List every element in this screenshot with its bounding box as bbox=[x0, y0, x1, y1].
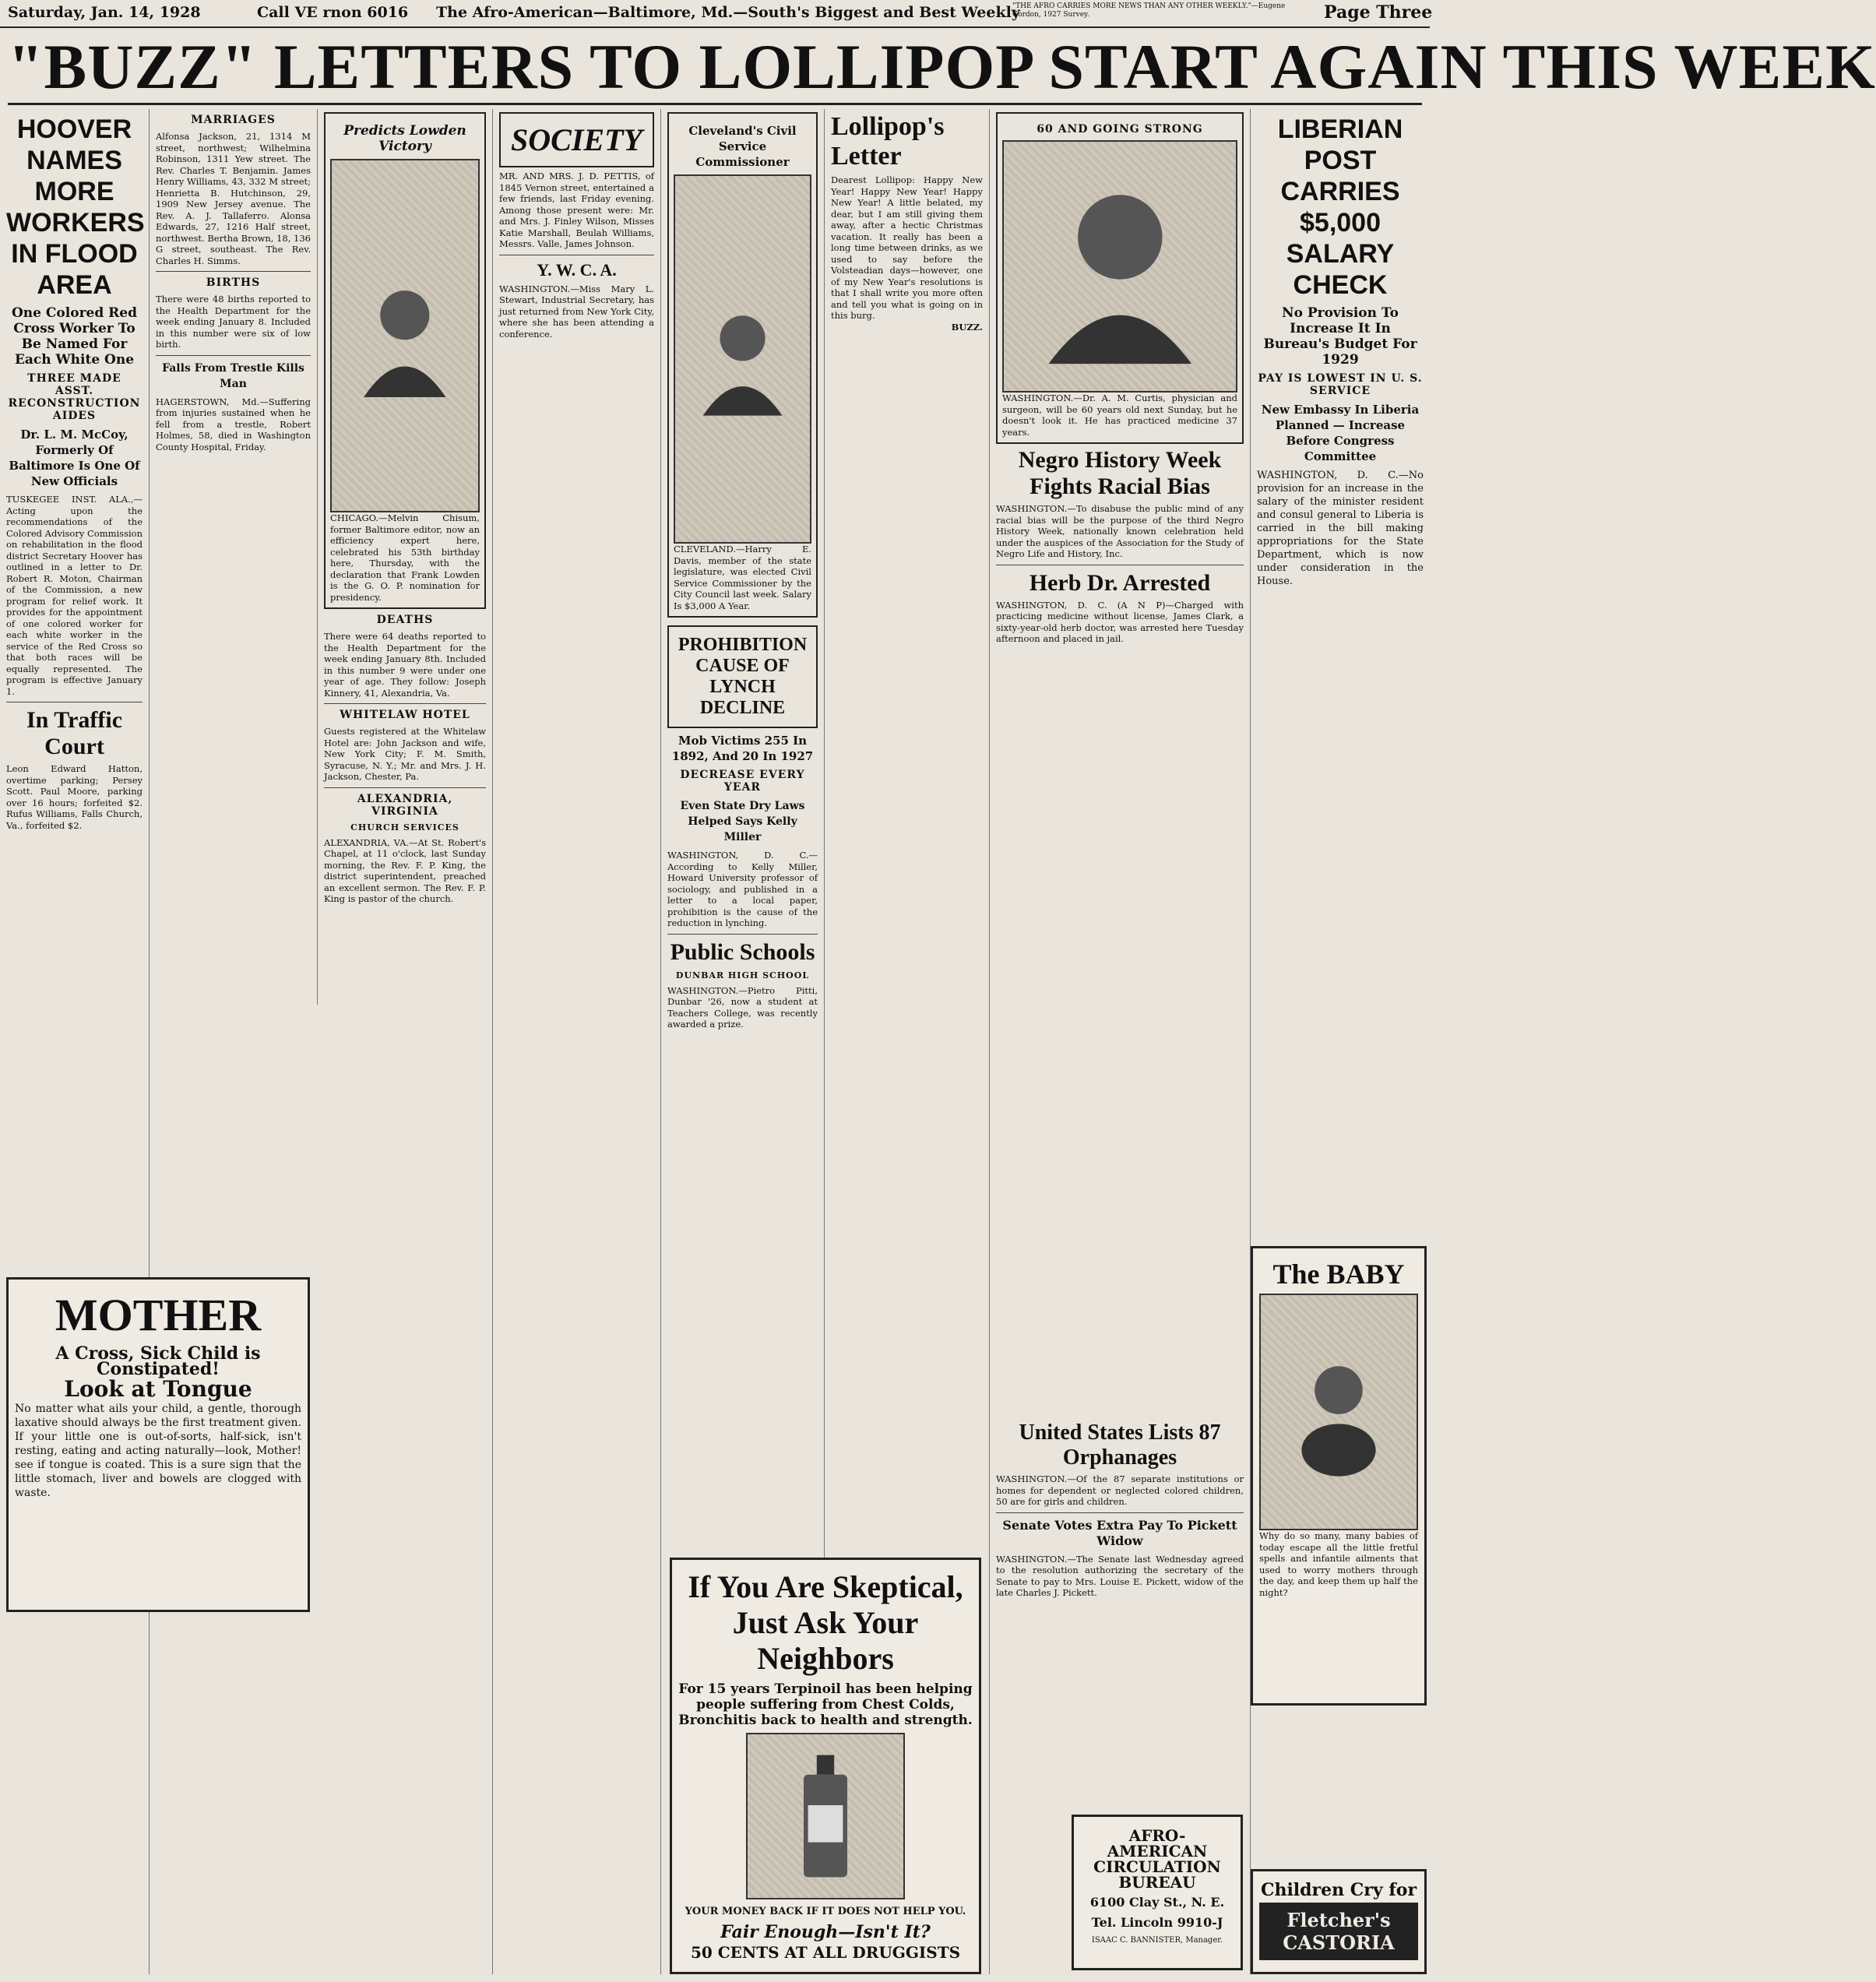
circulation-headline: AFRO-AMERICAN CIRCULATION BUREAU bbox=[1093, 1826, 1221, 1892]
liberian-deck: No Provision To Increase It In Bureau's Budget For 1929 bbox=[1263, 305, 1417, 368]
ywca-body: WASHINGTON.—Miss Mary L. Stewart, Industrial Secretary, has just returned from New York City, where she has been attending a conference. bbox=[499, 283, 654, 340]
mother-ad-body: No matter what ails your child, a gentle, thorough laxative should always be the first treatment given. If your little one is out-of-sorts, half-sick, isn't resting, eating and acting naturally—look, Mother! see if tongue is coated. This is a sure sign that the little stomach, liver and bowels are clogged with waste. bbox=[15, 1403, 301, 1499]
page-number: Page Three bbox=[1324, 2, 1433, 23]
portrait-icon bbox=[1039, 167, 1202, 366]
prohibition-headline: PROHIBITION CAUSE OF LYNCH DECLINE bbox=[678, 635, 808, 718]
herb-headline: Herb Dr. Arrested bbox=[1029, 569, 1211, 596]
mother-ad bbox=[6, 1277, 310, 1612]
hoover-deck-2: THREE MADE ASST. RECONSTRUCTION AIDES bbox=[8, 372, 141, 422]
terpinoil-bottle bbox=[746, 1733, 905, 1899]
masthead-date: Saturday, Jan. 14, 1928 bbox=[8, 4, 201, 21]
orphanages-headline: United States Lists 87 Orphanages bbox=[1019, 1420, 1221, 1470]
alexandria-body: ALEXANDRIA, VA.—At St. Robert's Chapel, at 11 o'clock, last Sunday morning, the Rev. F. P. King, the district superintendent, preached an excellent sermon. The Rev. F. P. King is pastor of the church. bbox=[324, 836, 486, 904]
curtis-photo bbox=[1002, 140, 1237, 393]
lowden-headline: Predicts Lowden Victory bbox=[343, 123, 466, 154]
mother-ad-headline: MOTHER bbox=[55, 1290, 262, 1340]
traffic-headline: In Traffic Court bbox=[26, 707, 123, 759]
circulation-ad bbox=[1072, 1815, 1243, 1970]
masthead bbox=[0, 0, 1433, 28]
masthead-quote: "THE AFRO CARRIES MORE NEWS THAN ANY OTHER WEEKLY."—Eugene Gordon, 1927 Survey. bbox=[1012, 2, 1286, 19]
whitelaw-body: Guests registered at the Whitelaw Hotel are: John Jackson and wife, New York City; F. M. Smith, Syracuse, N. Y.; Mr. and Mrs. J. H. Jackson, Chester, Pa. bbox=[324, 726, 486, 782]
circulation-manager: ISAAC C. BANNISTER, Manager. bbox=[1091, 1936, 1223, 1945]
negro-history-headline: Negro History Week Fights Racial Bias bbox=[1018, 447, 1222, 499]
traffic-body: Leon Edward Hatton, overtime parking; Persey Scott. Paul Moore, parking over 16 hours; forfeited $2. Rufus Williams, Falls Church, Va., forfeited $2. bbox=[6, 763, 143, 831]
cleveland-caption: CLEVELAND.—Harry E. Davis, member of the state legislature, was elected Civil Service Commissioner by the City Council last week. Salary Is $3,000 A Year. bbox=[674, 544, 811, 611]
births-headline: BIRTHS bbox=[206, 276, 261, 289]
terpinoil-headline: If You Are Skeptical, Just Ask Your Neighbors bbox=[688, 1569, 963, 1676]
baby-ad-body: Why do so many, many babies of today escape all the little fretful spells and infantile ailments that used to worry mothers through the day, and keep them up half the night? bbox=[1259, 1530, 1418, 1598]
portrait-icon bbox=[354, 195, 456, 476]
marriages-body: Alfonsa Jackson, 21, 1314 M street, northwest; Wilhelmina Robinson, 1311 Yew street. The Rev. Charles T. Benjamin. James Henry Williams, 43, 332 M street; Henrietta B. Hutchinson, 29, 1909 New Jersey avenue. The Rev. A. J. Tallaferro. Alonsa Edwards, 27, 1216 Half street, northwest. Bertha Brown, 18, 136 G street, southeast. The Rev. Charles H. Simms. bbox=[156, 131, 311, 266]
cleveland-photo bbox=[674, 174, 811, 544]
schools-body: WASHINGTON.—Pietro Pitti, Dunbar '26, now a student at Teachers College, was recently awarded a prize. bbox=[667, 984, 818, 1030]
mother-ad-deck: A Cross, Sick Child is Constipated! bbox=[55, 1343, 261, 1379]
marriages-headline: MARRIAGES bbox=[191, 114, 276, 126]
prohibition-deck-3: Even State Dry Laws Helped Says Kelly Miller bbox=[680, 800, 805, 843]
liberian-headline: LIBERIAN POST CARRIES $5,000 SALARY CHECK bbox=[1277, 114, 1403, 300]
terpinoil-sub: For 15 years Terpinoil has been helping people suffering from Chest Colds, Bronchitis back to health and strength. bbox=[678, 1681, 973, 1728]
cleveland-box bbox=[667, 112, 818, 618]
castoria-ad bbox=[1251, 1869, 1427, 1974]
divider bbox=[324, 703, 486, 704]
liberian-deck-3: New Embassy In Liberia Planned — Increase Before Congress Committee bbox=[1261, 403, 1420, 463]
prohibition-body: WASHINGTON, D. C.—According to Kelly Miller, Howard University professor of sociology, and published in a letter to a local paper, prohibition is the cause of the reduction in lynching. bbox=[667, 850, 818, 928]
whitelaw-headline: WHITELAW HOTEL bbox=[340, 709, 470, 721]
prohibition-box bbox=[667, 625, 818, 728]
deaths-body: There were 64 deaths reported to the Health Department for the week ending January 8th. Included in this number 9 were under one year of age. They follow: Joseph Kinnery, 41, Alexandria, Va. bbox=[324, 631, 486, 699]
society-banner bbox=[499, 112, 654, 167]
alexandria-sub: CHURCH SERVICES bbox=[350, 822, 459, 833]
terpinoil-price: 50 CENTS AT ALL DRUGGISTS bbox=[690, 1943, 961, 1962]
sixty-headline: 60 AND GOING STRONG bbox=[1037, 123, 1203, 136]
castoria-brand: Fletcher's CASTORIA bbox=[1259, 1903, 1418, 1960]
baby-photo bbox=[1259, 1294, 1418, 1530]
hoover-headline: HOOVER NAMES MORE WORKERS IN FLOOD AREA bbox=[6, 114, 145, 300]
births-body: There were 48 births reported to the Health Department for the week ending January 8. Included in this number were six of low birth. bbox=[156, 294, 311, 350]
schools-headline: Public Schools bbox=[670, 938, 815, 965]
lowden-photo bbox=[330, 159, 480, 512]
column-society bbox=[493, 109, 661, 1974]
prohibition-deck: Mob Victims 255 In 1892, And 20 In 1927 bbox=[671, 734, 814, 763]
masthead-paper: The Afro-American—Baltimore, Md.—South's Biggest and Best Weekly bbox=[436, 4, 1020, 21]
divider bbox=[324, 787, 486, 788]
orphanages-article bbox=[990, 1417, 1251, 1744]
divider bbox=[667, 934, 818, 935]
circulation-phone: Tel. Lincoln 9910-J bbox=[1091, 1915, 1223, 1930]
divider bbox=[156, 355, 311, 356]
prohibition-deck-2: DECREASE EVERY YEAR bbox=[680, 769, 805, 794]
divider bbox=[996, 1512, 1244, 1513]
widow-headline: Senate Votes Extra Pay To Pickett Widow bbox=[1002, 1517, 1237, 1548]
lollipop-body: Dearest Lollipop: Happy New Year! Happy New Year! Happy New Year! A little belated, my dear, but I am still giving them away, after a hectic Christmas vacation. It really has been a long time between drinks, as we used to say before the Volsteadian days—however, one of my New Year's resolutions is that I shall write you more often and tell you what is going on in this burg. bbox=[831, 174, 983, 321]
ywca-headline: Y. W. C. A. bbox=[537, 259, 617, 280]
negro-history-body: WASHINGTON.—To disabuse the public mind of any racial bias will be the purpose of the third Negro History Week, nationally known celebration held under the auspices of the Association for the Study of Negro Life and History, Inc. bbox=[996, 503, 1244, 559]
deaths-headline: DEATHS bbox=[376, 614, 434, 626]
falls-headline: Falls From Trestle Kills Man bbox=[162, 361, 304, 390]
column-hoover bbox=[0, 109, 150, 1974]
sixty-caption: WASHINGTON.—Dr. A. M. Curtis, physician and surgeon, will be 60 years old next Sunday, but he doesn't look it. He has practiced medicine 37 years. bbox=[1002, 393, 1237, 438]
masthead-phone: Call VE rnon 6016 bbox=[257, 4, 409, 21]
cleveland-headline: Cleveland's Civil Service Commissioner bbox=[688, 124, 797, 169]
liberian-body: WASHINGTON, D. C.—No provision for an increase in the salary of the minister resident and consul general to Liberia is carried in the bill making appropriations for the State Department, which is now under consideration in the House. bbox=[1257, 470, 1424, 587]
society-body: MR. AND MRS. J. D. PETTIS, of 1845 Vernon street, entertained a few friends, last Friday evening. Among those present were: Mr. and Mrs. J. Finley Wilson, Misses Katie Marshall, Beulah Williams, Messrs. Valle, James Johnson. bbox=[499, 171, 654, 249]
hoover-body: TUSKEGEE INST. ALA.,—Acting upon the recommendations of the Colored Advisory Commission on rehabilitation in the flood district Secretary Hoover has outlined in a letter to Dr. Robert R. Moton, Chairman of the Commission, a new program for relief work. It provides for the appointment of one colored worker for each white worker in the service of the Red Cross so that both races will be equally represented. The program is effective January 1. bbox=[6, 494, 143, 697]
circulation-address: 6100 Clay St., N. E. bbox=[1089, 1895, 1225, 1910]
lollipop-signature: BUZZ. bbox=[951, 321, 983, 333]
liberian-deck-2: PAY IS LOWEST IN U. S. SERVICE bbox=[1258, 372, 1423, 397]
widow-body: WASHINGTON.—The Senate last Wednesday agreed to the resolution authorizing the secretary of the Senate to pay to Mrs. Louise E. Pickett, widow of the late Charles J. Pickett. bbox=[996, 1553, 1244, 1598]
hoover-deck: One Colored Red Cross Worker To Be Named For Each White One bbox=[12, 305, 137, 368]
castoria-headline: Children Cry for bbox=[1260, 1880, 1417, 1900]
hoover-deck-3: Dr. L. M. McCoy, Formerly Of Baltimore Is One Of New Officials bbox=[9, 428, 140, 488]
terpinoil-money-back: YOUR MONEY BACK IF IT DOES NOT HELP YOU. bbox=[685, 1906, 966, 1917]
lowden-box bbox=[324, 112, 486, 609]
lowden-caption: CHICAGO.—Melvin Chisum, former Baltimore editor, now an efficiency expert here, celebrated his 53th birthday here, Thursday, with the declaration that Frank Lowden is the G. O. P. nomination for presidency. bbox=[330, 512, 480, 603]
herb-body: WASHINGTON, D. C. (A N P)—Charged with practicing medicine without license, James Clark, a sixty-year-old herb doctor, was arrested here Tuesday afternoon and placed in jail. bbox=[996, 599, 1244, 644]
bottle-icon bbox=[771, 1751, 880, 1882]
column-marriages bbox=[150, 109, 318, 1005]
alexandria-headline: ALEXANDRIA, VIRGINIA bbox=[357, 792, 453, 818]
page-headline: "BUZZ" LETTERS TO LOLLIPOP START AGAIN THIS WEEK bbox=[8, 31, 1422, 105]
falls-body: HAGERSTOWN, Md.—Suffering from injuries sustained when he fell from a trestle, Robert Holmes, 58, died in Washington County Hospital, Friday. bbox=[156, 396, 311, 452]
baby-icon bbox=[1284, 1318, 1393, 1505]
sixty-box bbox=[996, 112, 1244, 444]
terpinoil-fair: Fair Enough—Isn't It? bbox=[720, 1922, 931, 1942]
mother-ad-sub: Look at Tongue bbox=[64, 1376, 252, 1402]
baby-ad-headline: The BABY bbox=[1272, 1259, 1405, 1290]
divider bbox=[156, 271, 311, 272]
orphanages-body: WASHINGTON.—Of the 87 separate institutions or homes for dependent or neglected colored children, 50 are for girls and children. bbox=[996, 1473, 1244, 1507]
society-headline: SOCIETY bbox=[511, 122, 642, 157]
schools-sub: DUNBAR HIGH SCHOOL bbox=[675, 970, 810, 980]
portrait-icon bbox=[695, 213, 790, 505]
column-lowden bbox=[318, 109, 493, 1974]
lollipop-headline: Lollipop's Letter bbox=[831, 112, 945, 171]
terpinoil-ad bbox=[670, 1558, 981, 1974]
baby-ad bbox=[1251, 1246, 1427, 1706]
